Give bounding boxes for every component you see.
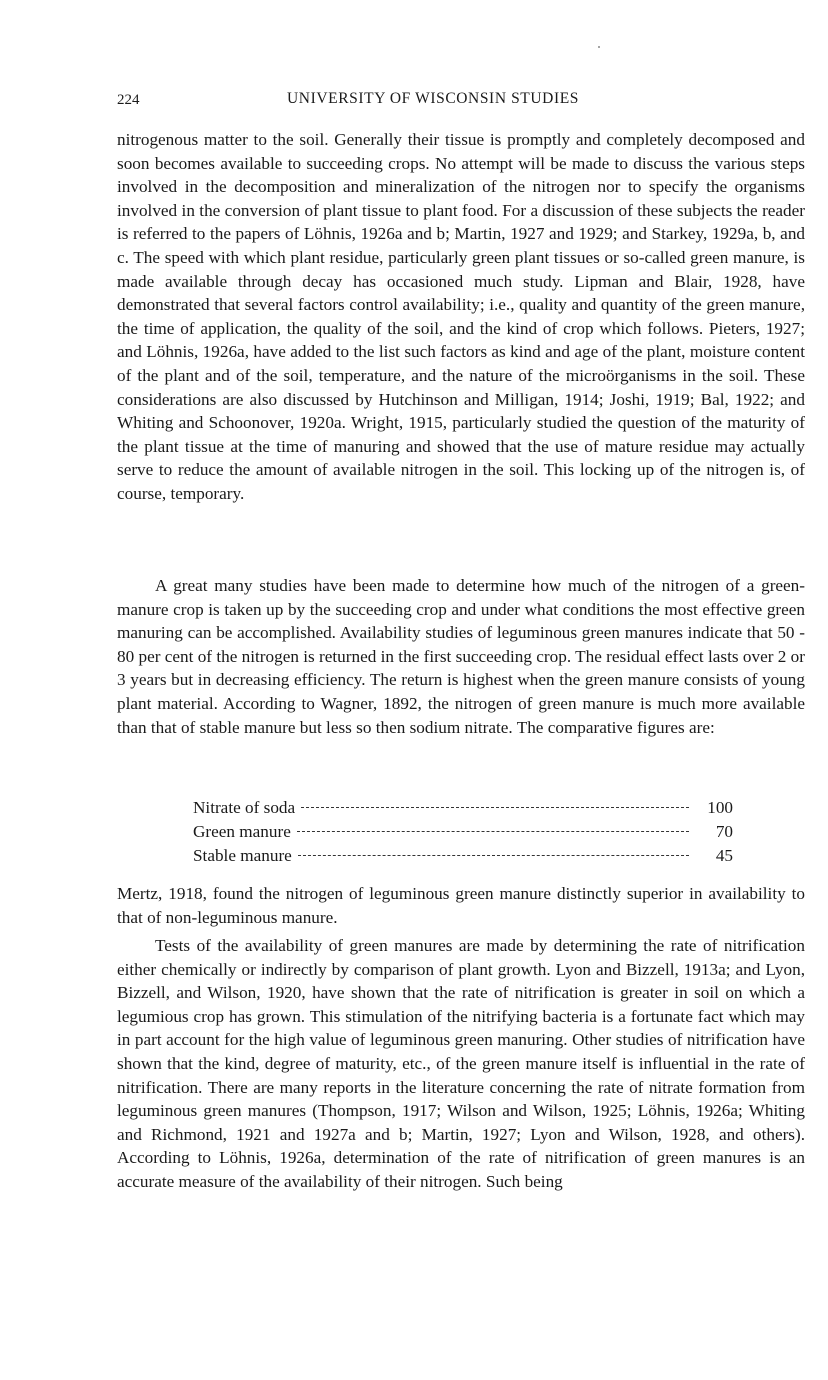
row-value: 70	[715, 822, 733, 841]
dot-leader	[298, 855, 689, 856]
row-value: 45	[715, 846, 733, 865]
dot-leader	[301, 807, 689, 808]
paper-speck	[598, 46, 600, 48]
paragraph-availability-studies: A great many studies have been made to determine how much of the nitrogen of a green-manure crop is taken up by the succeeding crop and under what conditions the most effective green manuring can be accomplished. Availability studies of leguminous green manures indicate that 50 - 80 per cent of the nitrogen is returned in the first succeeding crop. The residual effect lasts over 2 or 3 years but in decreasing efficiency. The return is highest when the green manure consists of young plant material. According to Wagner, 1892, the nitrogen of green manure is much more available than that of stable manure but less so then sodium nitrate. The comparative figures are:	[117, 576, 805, 737]
paragraph-nitrification-tests: Tests of the availability of green manures are made by determining the rate of nitrification either chemically or indirectly by comparison of plant growth. Lyon and Bizzell, 1913a; and Lyon, Bizzell, and Wilson, 1920, have shown that the rate of nitrification is greater in soil on which a legumious crop has grown. This stimulation of the nitrifying bacteria is a fortunate fact which may in part account for the high value of leguminous green manuring. Other studies of nitrification have shown that the kind, degree of maturity, etc., of the green manure itself is influential in the rate of nitrification. There are many reports in the literature concerning the rate of nitrate formation from leguminous green manures (Thompson, 1917; Wilson and Wilson, 1925; Löhnis, 1926a; Whiting and Richmond, 1921 and 1927a and b; Martin, 1927; Lyon and Wilson, 1928, and others). According to Löhnis, 1926a, determination of the rate of nitrification of green manures is an accurate measure of the availability of their nitrogen. Such being	[117, 936, 805, 1191]
row-label: Green manure	[193, 822, 291, 841]
table-row	[193, 820, 733, 844]
row-value: 100	[707, 798, 733, 817]
paragraph-mertz: Mertz, 1918, found the nitrogen of leguminous green manure distinctly superior in availability to that of non-leguminous manure.	[117, 884, 805, 927]
row-label: Stable manure	[193, 846, 292, 865]
table-row	[193, 844, 733, 868]
row-label: Nitrate of soda	[193, 798, 296, 817]
dot-leader	[297, 831, 689, 832]
table-row	[193, 796, 733, 820]
running-title: UNIVERSITY OF WISCONSIN STUDIES	[287, 90, 580, 107]
comparison-table	[193, 796, 733, 868]
page-header	[117, 90, 805, 114]
paragraph-continuation: nitrogenous matter to the soil. Generally their tissue is promptly and completely decomposed and soon becomes available to succeeding crops. No attempt will be made to discuss the various steps involved in the decomposition and mineralization of the nitrogen nor to specify the organisms involved in the conversion of plant tissue to plant food. For a discussion of these subjects the reader is referred to the papers of Löhnis, 1926a and b; Martin, 1927 and 1929; and Starkey, 1929a, b, and c. The speed with which plant residue, particularly green plant tissues or so-called green manure, is made available through decay has occasioned much study. Lipman and Blair, 1928, have demonstrated that several factors control availability; i.e., quality and quantity of the green manure, the time of application, the quality of the soil, and the kind of crop which follows. Pieters, 1927; and Löhnis, 1926a, have added to the list such factors as kind and age of the plant, moisture content of the plant and of the soil, temperature, and the nature of the microörganisms in the soil. These considerations are also discussed by Hutchinson and Milligan, 1914; Joshi, 1919; Bal, 1922; and Whiting and Schoonover, 1920a. Wright, 1915, particularly studied the question of the maturity of the plant tissue at the time of manuring and showed that the use of mature residue may actually serve to reduce the amount of available nitrogen in the soil. This locking up of the nitrogen is, of course, temporary.	[117, 130, 805, 503]
page-number: 224	[117, 92, 140, 108]
